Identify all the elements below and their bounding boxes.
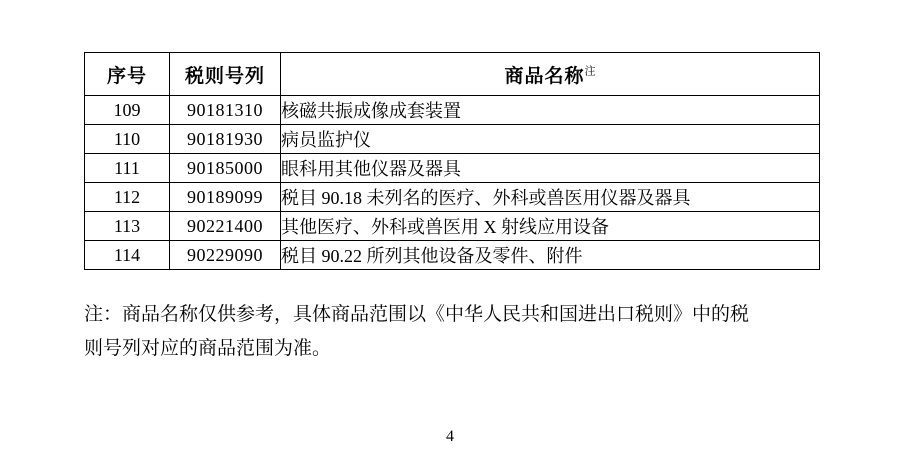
cell-product-name: 其他医疗、外科或兽医用 X 射线应用设备: [281, 212, 820, 241]
cell-sequence: 113: [85, 212, 170, 241]
tariff-table: [84, 52, 820, 270]
column-header-product-name-text: 商品名称: [504, 65, 585, 87]
table-row: [85, 96, 820, 125]
cell-sequence: 110: [85, 125, 170, 154]
footnote-line-2: 则号列对应的商品范围为准。: [84, 338, 332, 359]
table-row: [85, 154, 820, 183]
cell-product-name: 税目 90.18 未列名的医疗、外科或兽医用仪器及器具: [281, 183, 820, 212]
cell-tariff-code: 90185000: [170, 154, 281, 183]
cell-tariff-code: 90181930: [170, 125, 281, 154]
cell-sequence: 111: [85, 154, 170, 183]
cell-product-name: 眼科用其他仪器及器具: [281, 154, 820, 183]
table-row: [85, 183, 820, 212]
cell-tariff-code: 90189099: [170, 183, 281, 212]
table-row: [85, 125, 820, 154]
footnote-line-1: 注：商品名称仅供参考，具体商品范围以《中华人民共和国进出口税则》中的税: [84, 304, 750, 325]
cell-product-name: 核磁共振成像成套装置: [281, 96, 820, 125]
cell-product-name: 税目 90.22 所列其他设备及零件、附件: [281, 241, 820, 270]
cell-sequence: 114: [85, 241, 170, 270]
cell-tariff-code: 90229090: [170, 241, 281, 270]
column-header-footnote-marker: 注: [584, 65, 596, 78]
cell-tariff-code: 90181310: [170, 96, 281, 125]
column-header-sequence: 序号: [85, 53, 170, 96]
cell-tariff-code: 90221400: [170, 212, 281, 241]
table-row: [85, 241, 820, 270]
cell-sequence: 109: [85, 96, 170, 125]
table-body: [85, 96, 820, 270]
page-number: 4: [446, 428, 454, 445]
table-row: [85, 212, 820, 241]
footnote: [84, 298, 824, 366]
column-header-product-name: [281, 53, 820, 96]
cell-product-name: 病员监护仪: [281, 125, 820, 154]
table-header-row: [85, 53, 820, 96]
table-header: [85, 53, 820, 96]
cell-sequence: 112: [85, 183, 170, 212]
column-header-tariff-code: 税则号列: [170, 53, 281, 96]
